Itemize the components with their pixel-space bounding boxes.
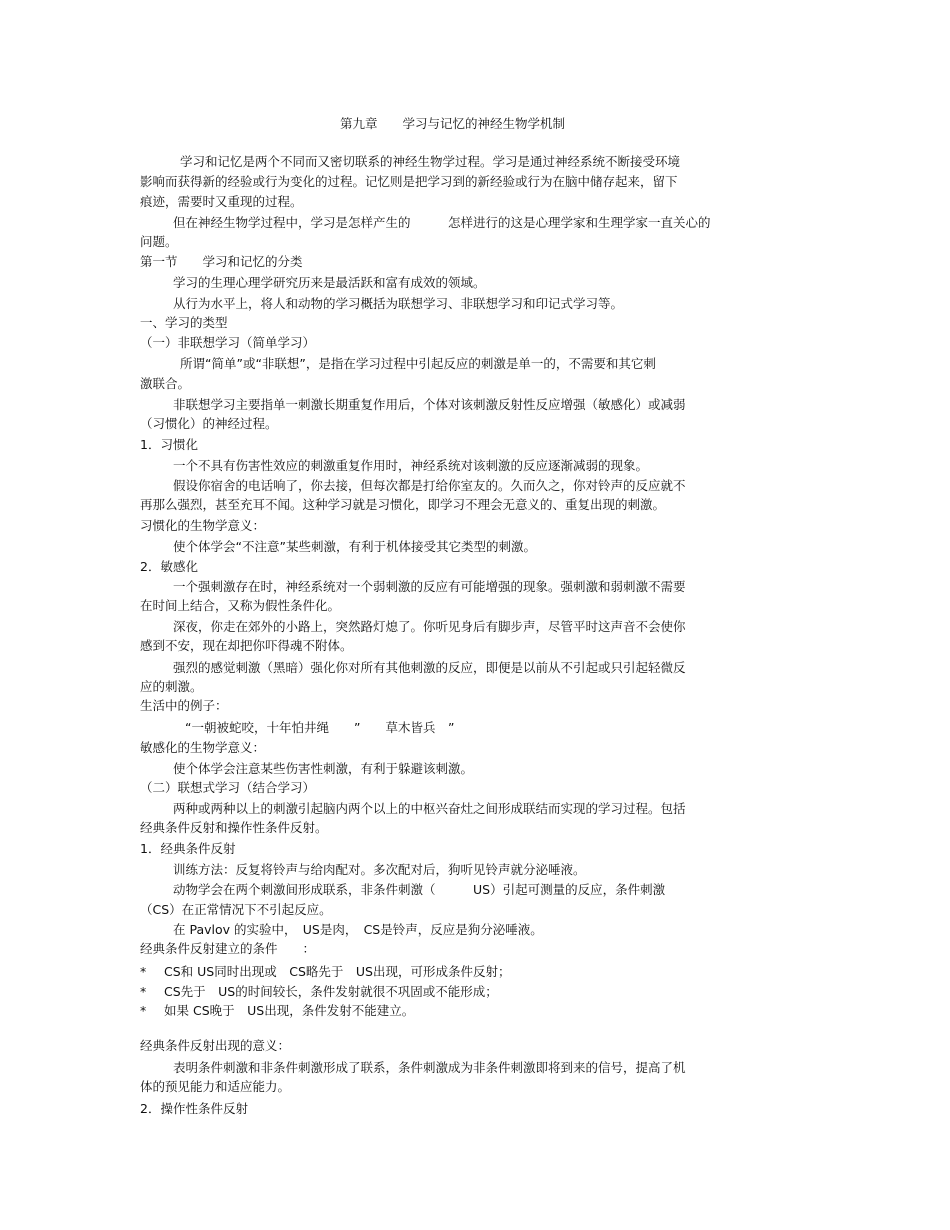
bullet-text: CS和 US同时出现或 CS略先于 US出现，可形成条件反射；: [164, 964, 511, 979]
paragraph-line: 学习的生理心理学研究历来是最活跃和富有成效的领域。: [173, 275, 486, 290]
chapter-title: 第九章 学习与记忆的神经生物学机制: [340, 116, 566, 131]
paragraph-line: 体的预见能力和适应能力。: [140, 1079, 291, 1094]
paragraph-line: （习惯化）的神经过程。: [140, 416, 278, 431]
paragraph-line: 问题。: [140, 234, 178, 249]
paragraph-line: 经典条件反射建立的条件 ：: [140, 941, 316, 956]
section-heading: 2．敏感化: [140, 559, 198, 574]
paragraph-line: 应的刺激。: [140, 679, 203, 694]
paragraph-line: 从行为水平上，将人和动物的学习概括为联想学习、非联想学习和印记式学习等。: [173, 296, 624, 311]
section-heading: （二）联想式学习（结合学习）: [140, 780, 316, 795]
paragraph-line: 影响而获得新的经验或行为变化的过程。记忆则是把学习到的新经验或行为在脑中储存起来，留下: [140, 174, 678, 189]
paragraph-line: 使个体学会“不注意”某些刺激，有利于机体接受其它类型的刺激。: [173, 539, 536, 554]
bullet-item: [140, 964, 510, 980]
paragraph-line: 经典条件反射出现的意义：: [140, 1038, 291, 1053]
quote-line: “一朝被蛇咬，十年怕井绳 ” 草木皆兵 ”: [185, 720, 455, 735]
paragraph-line: 动物学会在两个刺激间形成联系，非条件刺激（ US）引起可测量的反应，条件刺激: [173, 882, 666, 897]
section-heading: 第一节 学习和记忆的分类: [140, 254, 303, 269]
paragraph-line: 再那么强烈，甚至充耳不闻。这种学习就是习惯化，即学习不理会无意义的、重复出现的刺激。: [140, 497, 666, 512]
section-heading: 一、学习的类型: [140, 315, 228, 330]
paragraph-line: 两种或两种以上的刺激引起脑内两个以上的中枢兴奋灶之间形成联结而实现的学习过程。包括: [173, 801, 686, 816]
paragraph-line: 表明条件刺激和非条件刺激形成了联系，条件刺激成为非条件刺激即将到来的信号，提高了机: [173, 1060, 686, 1075]
paragraph-line: 一个不具有伤害性效应的刺激重复作用时，神经系统对该刺激的反应逐渐减弱的现象。: [173, 458, 649, 473]
bullet-marker: *: [140, 1003, 147, 1018]
paragraph-line: 经典条件反射和操作性条件反射。: [140, 820, 328, 835]
paragraph-line: 习惯化的生物学意义：: [140, 518, 266, 533]
section-heading: 2．操作性条件反射: [140, 1101, 248, 1116]
bullet-marker: *: [140, 984, 147, 999]
paragraph-line: 敏感化的生物学意义：: [140, 740, 266, 755]
paragraph-line: 假设你宿舍的电话响了，你去接，但每次都是打给你室友的。久而久之，你对铃声的反应就不: [173, 478, 686, 493]
paragraph-line: 所谓“简单”或“非联想”，是指在学习过程中引起反应的刺激是单一的，不需要和其它刺: [180, 356, 656, 371]
paragraph-line: （CS）在正常情况下不引起反应。: [140, 902, 332, 917]
paragraph-line: 使个体学会注意某些伤害性刺激，有利于躲避该刺激。: [173, 761, 474, 776]
paragraph-line: 学习和记忆是两个不同而又密切联系的神经生物学过程。学习是通过神经系统不断接受环境: [180, 154, 681, 169]
bullet-item: [140, 1003, 414, 1019]
paragraph-line: 激联合。: [140, 376, 191, 391]
section-heading: 1．习惯化: [140, 437, 198, 452]
section-heading: 1．经典条件反射: [140, 841, 236, 856]
bullet-text: 如果 CS晚于 US出现，条件发射不能建立。: [164, 1003, 415, 1018]
paragraph-line: 训练方法：反复将铃声与给肉配对。多次配对后，狗听见铃声就分泌唾液。: [173, 862, 586, 877]
paragraph-line: 生活中的例子：: [140, 698, 228, 713]
paragraph-line: 一个强刺激存在时，神经系统对一个弱刺激的反应有可能增强的现象。强刺激和弱刺激不需要: [173, 579, 686, 594]
bullet-text: CS先于 US的时间较长，条件发射就很不巩固或不能形成；: [164, 984, 498, 999]
paragraph-line: 在时间上结合，又称为假性条件化。: [140, 598, 341, 613]
paragraph-line: 非联想学习主要指单一刺激长期重复作用后，个体对该刺激反射性反应增强（敏感化）或减弱: [173, 397, 686, 412]
paragraph-line: 强烈的感觉刺激（黑暗）强化你对所有其他刺激的反应，即便是以前从不引起或只引起轻微反: [173, 660, 686, 675]
paragraph-line: 在 Pavlov 的实验中， US是肉， CS是铃声，反应是狗分泌唾液。: [173, 922, 543, 937]
paragraph-line: 但在神经生物学过程中，学习是怎样产生的 怎样进行的这是心理学家和生理学家一直关心的: [173, 215, 711, 230]
bullet-item: [140, 984, 498, 1000]
section-heading: （一）非联想学习（简单学习）: [140, 335, 316, 350]
paragraph-line: 深夜，你走在郊外的小路上，突然路灯熄了。你听见身后有脚步声，尽管平时这声音不会使你: [173, 619, 686, 634]
paragraph-line: 感到不安，现在却把你吓得魂不附体。: [140, 638, 353, 653]
bullet-marker: *: [140, 964, 147, 979]
paragraph-line: 痕迹，需要时又重现的过程。: [140, 194, 303, 209]
